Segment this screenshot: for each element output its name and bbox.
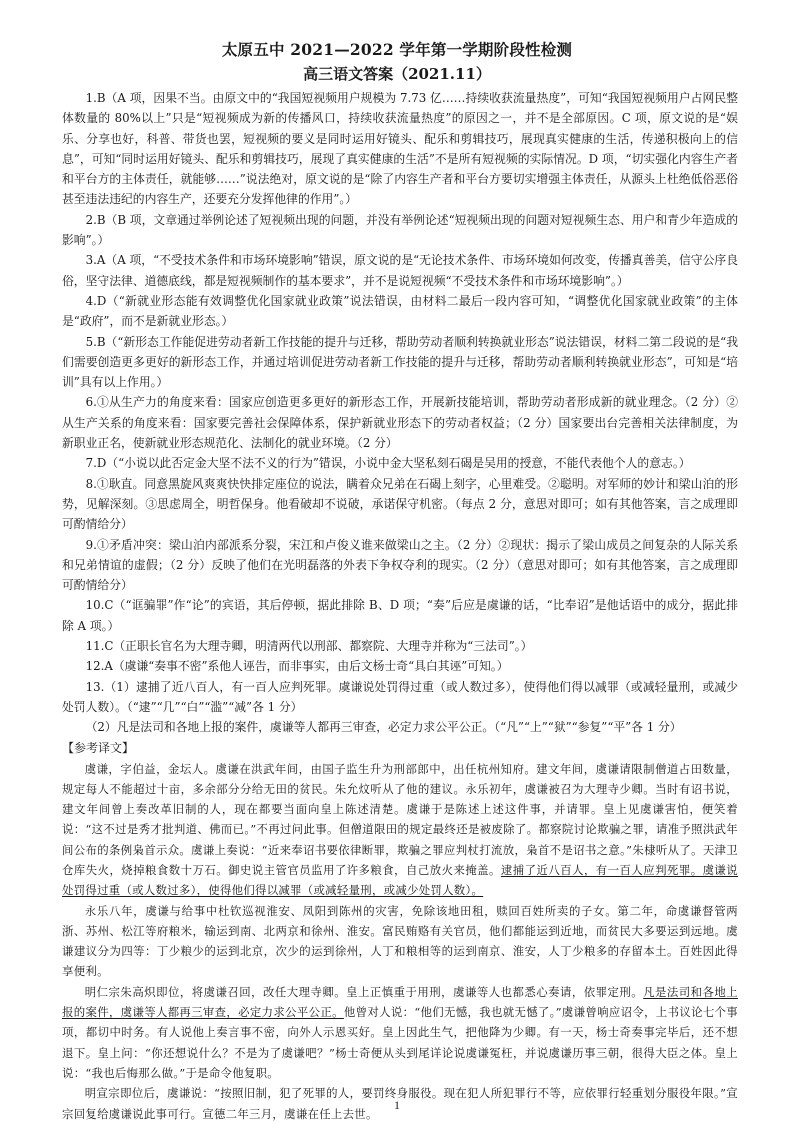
translation-text: 明仁宗朱高炽即位，将虞谦召回，改任大理寺卿。皇上正慎重于用刑，虞谦等人也都悉心奏请，依罪定刑。	[84, 984, 644, 999]
translation-underlined-text: 逮捕了近八百人，有一百人应判死罪。虞谦说处罚得过重（或人数过多），使得他们得以减罪（或减轻量刑，或减少处罚人数）。	[62, 862, 738, 898]
answer-item-2: 2.B（B 项，文章通过举例论述了短视频出现的问题，并没有举例论述“短视频出现的问题对短视频生态、用户和青少年造成的影响”。）	[62, 212, 738, 248]
translation-paragraph	[62, 759, 738, 901]
answer-item-12: 12.A（虞谦“奏事不密”系他人诬告，而非事实，由后文杨士奇“具白其诬”可知。）	[85, 659, 509, 674]
answer-item-6: 6.①从生产力的角度来看：国家应创造更多更好的新形态工作，开展新技能培训，帮助劳动者形成新的就业理念。（2 分）②从生产关系的角度来看：国家要完善社会保障体系，保护新就业形态下的劳动者权益；（2 分）国家要出台完善相关法律制度，为新职业正名，使新就业形态规范化、法制化的就业环境。（2 分）	[62, 395, 738, 451]
page-number: 1	[394, 1098, 400, 1112]
answer-item-1: 1.B（A 项，因果不当。由原文中的“我国短视频用户规模为 7.73 亿……持续收获流量热度”，可知“我国短视频用户占网民整体数量的 80%以上”只是“短视频成为新的传播风口，持续收获流量热度”的原因之一，并不是全部原因。C 项，原文说的是“娱乐、分享也好，科普、带货也罢，短视频的要义是同时运用好镜头、配乐和剪辑技巧，展现真实健康的生活，传递积极向上的信息”，可知“同时运用好镜头、配乐和剪辑技巧，展现了真实健康的生活”不是所有短视频的实际情况。D 项，“切实强化内容生产者和平台方的主体责任，就能够……”说法绝对，原文说的是“除了内容生产者和平台方要切实增强主体责任，从源头上杜绝低俗恶俗甚至违法违纪的内容生产，还要充分发挥他律的作用”。）	[62, 91, 738, 207]
translation-text: 明宣宗即位后，虞谦说：“按照旧制，犯了死罪的人，要罚终身服役。现在犯人所犯罪行不等，应依罪行轻重划分服役年限。”宣宗回复给虞谦说此事可行。宣德二年三月，虞谦在任上去世。	[62, 1086, 738, 1121]
answer-item-7: 7.D（“小说以此否定金大坚不法不义的行为”错误，小说中金大坚私刻石碣是吴用的授意，不能代表他个人的意志。）	[85, 456, 691, 471]
answer-item-10: 10.C（“诓骗罪”作“论”的宾语，其后停顿，据此排除 B、D 项；“奏”后应是虞谦的话，“比奉诏”是他话语中的成分，据此排除 A 项。）	[62, 598, 738, 633]
answer-item-4: 4.D（“新就业形态能有效调整优化国家就业政策”说法错误，由材料二最后一段内容可知，“调整优化国家就业政策”的主体是“政府”，而不是新就业形态。）	[62, 293, 738, 329]
answer-item-3: 3.A（A 项，“不受技术条件和市场环境影响”错误，原文说的是“无论技术条件、市场环境如何改变，传播真善美，信守公序良俗，坚守法律、道德底线，都是短视频制作的基本要求”，并不是说短视频“不受技术条件和市场环境影响”。）	[62, 253, 738, 288]
answer-item-11: 11.C（正职长官名为大理寺卿，明清两代以刑部、都察院、大理寺并称为“三法司”。）	[85, 639, 533, 654]
translation-text: 虞谦，字伯益，金坛人。虞谦在洪武年间，由国子监生升为刑部郎中，出任杭州知府。建文年间，虞谦请限制僧道占田数量，规定每人不能超过十亩，多余部分分给无田的贫民。朱允炆听从了他的建议。永乐初年，虞谦被召为大理寺少卿。当时有诏书说，建文年间曾上奏改革旧制的人，现在都要当面向皇上陈述清楚。虞谦于是陈述上述这件事，并请罪。皇上见虞谦害怕，便笑着说：“这不过是秀才批判道、佛而已。”不再过问此事。但僧道限田的规定最终还是被废除了。都察院讨论欺骗之罪，请准予照洪武年间公布的条例枭首示众。虞谦上奏说：“近来奉诏书要依律断罪，欺骗之罪应判杖打流放，枭首不是诏书之意。”朱棣听从了。天津卫仓库失火，烧掉粮食数十万石。御史说主管官员监用了许多粮食，自己放火来掩盖。	[62, 761, 738, 877]
translation-underlined-text: 凡是法司和各地上报的案件，虞谦等人都再三审查，必定力求公平公正。	[62, 984, 738, 1020]
translation-text: 他曾对人说：“他们无憾，我也就无憾了。”虞谦曾响应诏令，上书议论七个事项，都切中时务。有人说他上奏言事不密，向外人示恩买好。皇上因此生气，把他降为少卿。有一天，杨士奇奏事完毕后，还不想退下。皇上问：“你还想说什么？不是为了虞谦吧？”杨士奇便从头到尾详论说虞谦冤枉，并说虞谦历事三朝，很得大臣之体。皇上说：“我也后悔那么做。”于是命令他复职。	[62, 1005, 739, 1080]
document-subtitle: 高三语文答案（2021.11）	[303, 65, 491, 83]
translation-paragraph	[62, 901, 738, 982]
answer-item-5: 5.B（“新形态工作能促进劳动者新工作技能的提升与迁移，帮助劳动者顺利转换就业形态”说法错误，材料二第二段说的是“我们需要创造更多更好的新形态工作，并通过培训促进劳动者新工作技能的提升与迁移，帮助劳动者顺利转换就业形态”，可知是“培训”具有以上作用。）	[62, 334, 738, 390]
answer-content	[62, 88, 739, 1121]
document-title: 太原五中 2021—2022 学年第一学期阶段性检测	[221, 40, 573, 59]
reference-translation-heading: 【参考译文】	[62, 740, 135, 755]
answer-item-9: 9.①矛盾冲突：梁山泊内部派系分裂，宋江和卢俊义谁来做梁山之主。（2 分）②现状：揭示了梁山成员之间复杂的人际关系和兄弟情谊的虚假；（2 分）反映了他们在光明磊落的外表下争权夺利的现实。（2 分）（意思对即可；如有其他答案，言之成理即可酌情给分）	[62, 537, 738, 593]
answer-item-8: 8.①耿直。同意黑旋风爽爽快快排定座位的说法，瞒着众兄弟在石碣上刻字，心里难受。②聪明。对军师的妙计和梁山泊的形势，见解深刻。③思虑周全，明哲保身。他看破却不说破，承诺保守机密。（每点 2 分，意思对即可；如有其他答案，言之成理即可酌情给分）	[62, 476, 738, 532]
answer-item-13-1: 13.（1）逮捕了近八百人，有一百人应判死罪。虞谦说处罚得过重（或人数过多），使得他们得以减罪（或减轻量刑，或减少处罚人数）。（“逮”“几”“白”“滥”“减”各 1 分）	[62, 679, 738, 714]
translation-paragraph	[62, 982, 738, 1083]
translation-text: 永乐八年，虞谦与给事中杜钦巡视淮安、凤阳到陈州的灾害，免除该地田租，赎回百姓所卖的子女。第二年，命虞谦督管两浙、苏州、松江等府粮米，输运到南、北两京和徐州、淮安。富民贿赂有关官员，他们都能运到近地，而贫民大多要运到远地。虞谦建议分为四等：丁少粮少的运到北京，次少的运到徐州，人丁和粮相等的运到南京、淮安，人丁少粮多的存留本土。百姓因此得享便利。	[62, 903, 738, 979]
document-header	[0, 38, 794, 86]
answer-item-13-2: （2）凡是法司和各地上报的案件，虞谦等人都再三审查，必定力求公平公正。（“凡”“上”“狱”“参复”“平”各 1 分）	[85, 720, 682, 735]
